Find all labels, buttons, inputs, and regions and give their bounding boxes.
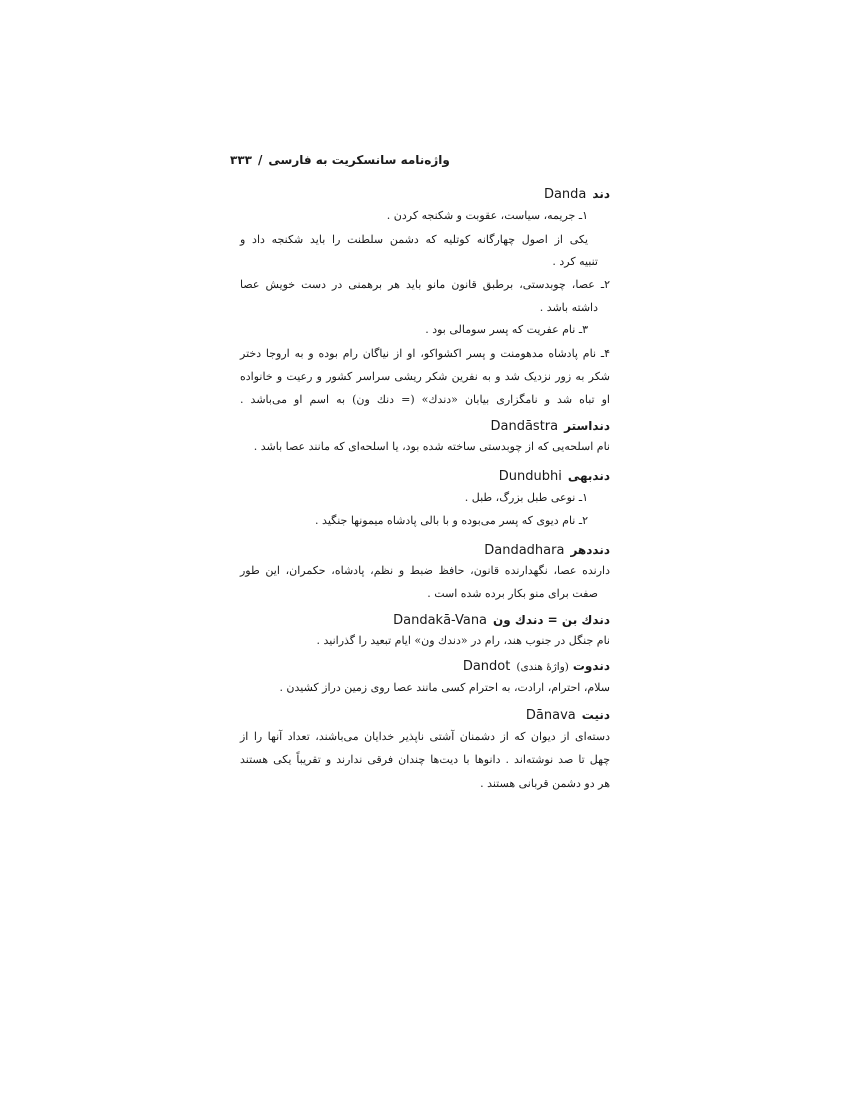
entry-headword [538,186,610,202]
definition-line: یکی از اصول چهارگانه کوتلیه که دشمن سلطنت را باید شکنجه داد و [240,233,588,246]
entry-headword [478,542,610,558]
definition-line: چهل تا صد نوشته‌اند . دانوها با دیت‌ها چندان فرقی ندارند و تقریباً یکی هستند [240,753,610,766]
headword-persian: دنددهر [570,543,610,557]
headword-latin: Dānava [525,708,576,723]
running-head [230,153,450,167]
definition-line: نام جنگل در جنوب هند، رام در «دندك ون» ایام تبعید را گذرانید . [316,634,610,647]
definition-line: او تباه شد و نامگزاری بیابان «دندك» (= دنك ون) به اسم او می‌باشد . [240,393,610,406]
headword-persian: دندبهی [567,469,610,483]
definition-line: ۴ـ نام پادشاه مدهومنت و پسر اکشواکو، او از نیاگان رام بوده و به اروجا دختر [240,347,610,360]
definition-line: نام اسلحه‌یی که از چوبدستی ساخته شده بود، یا اسلحه‌ای که مانند عصا باشد . [253,440,610,453]
entry-headword [520,707,610,723]
definition-line: دارنده عصا، نگهدارنده قانون، حافظ ضبط و نظم، پادشاه، حکمران، این طور [240,564,610,577]
page-number: ۳۳۳ [230,153,252,167]
headword-latin: Dandot [462,659,511,674]
entry-headword [493,468,610,484]
definition-line: دسته‌ای از دیوان که از دشمنان آشتی ناپذیر خدایان می‌باشند، تعداد آنها را از [240,730,610,743]
headword-latin: Dandakā-Vana [393,613,488,628]
headword-persian: دنداستر [564,419,610,433]
definition-line: داشته باشد . [539,301,598,314]
headword-latin: Dundubhi [498,469,562,484]
definition-line: ۳ـ نام عفریت که پسر سومالی بود . [425,323,588,336]
entry-headword [387,612,610,628]
definition-line: هر دو دشمن قربانی هستند . [480,777,610,790]
headword-persian: دندوت [572,659,610,673]
headword-persian: دند [592,187,610,201]
headword-latin: Dandāstra [490,419,559,434]
headword-latin: Dandadhara [484,543,565,558]
entry-headword [485,418,611,434]
definition-line: ۲ـ عصا، چوبدستی، برطبق قانون مانو باید هر برهمنی در دست خویش عصا [240,278,610,291]
definition-line: شکر به زور نزدیک شد و به نفرین شکر ریشی سراسر کشور و رعیت و خانواده [240,370,610,383]
definition-line: ۱ـ جریمه، سیاست، عقوبت و شکنجه کردن . [386,209,588,222]
running-head-separator: / [257,153,263,167]
definition-line: ۲ـ نام دیوی که پسر می‌بوده و با بالی پادشاه میمونها جنگید . [315,514,588,527]
definition-line: ۱ـ نوعی طبل بزرگ، طبل . [464,491,588,504]
headword-persian: دنیت [581,708,610,722]
running-head-title: واژه‌نامه سانسکریت به فارسی [268,153,450,167]
headword-latin: Danda [543,187,587,202]
headword-persian: دندك بن = دندك ون [493,613,610,627]
definition-line: سلام، احترام، ارادت، به احترام کسی مانند عصا روی زمین دراز کشیدن . [279,681,610,694]
entry-headword [457,658,610,674]
definition-line: تنبیه کرد . [552,255,598,268]
headword-note: (واژهٔ هندی) [516,661,569,673]
definition-line: صفت برای منو بکار برده شده است . [427,587,598,600]
